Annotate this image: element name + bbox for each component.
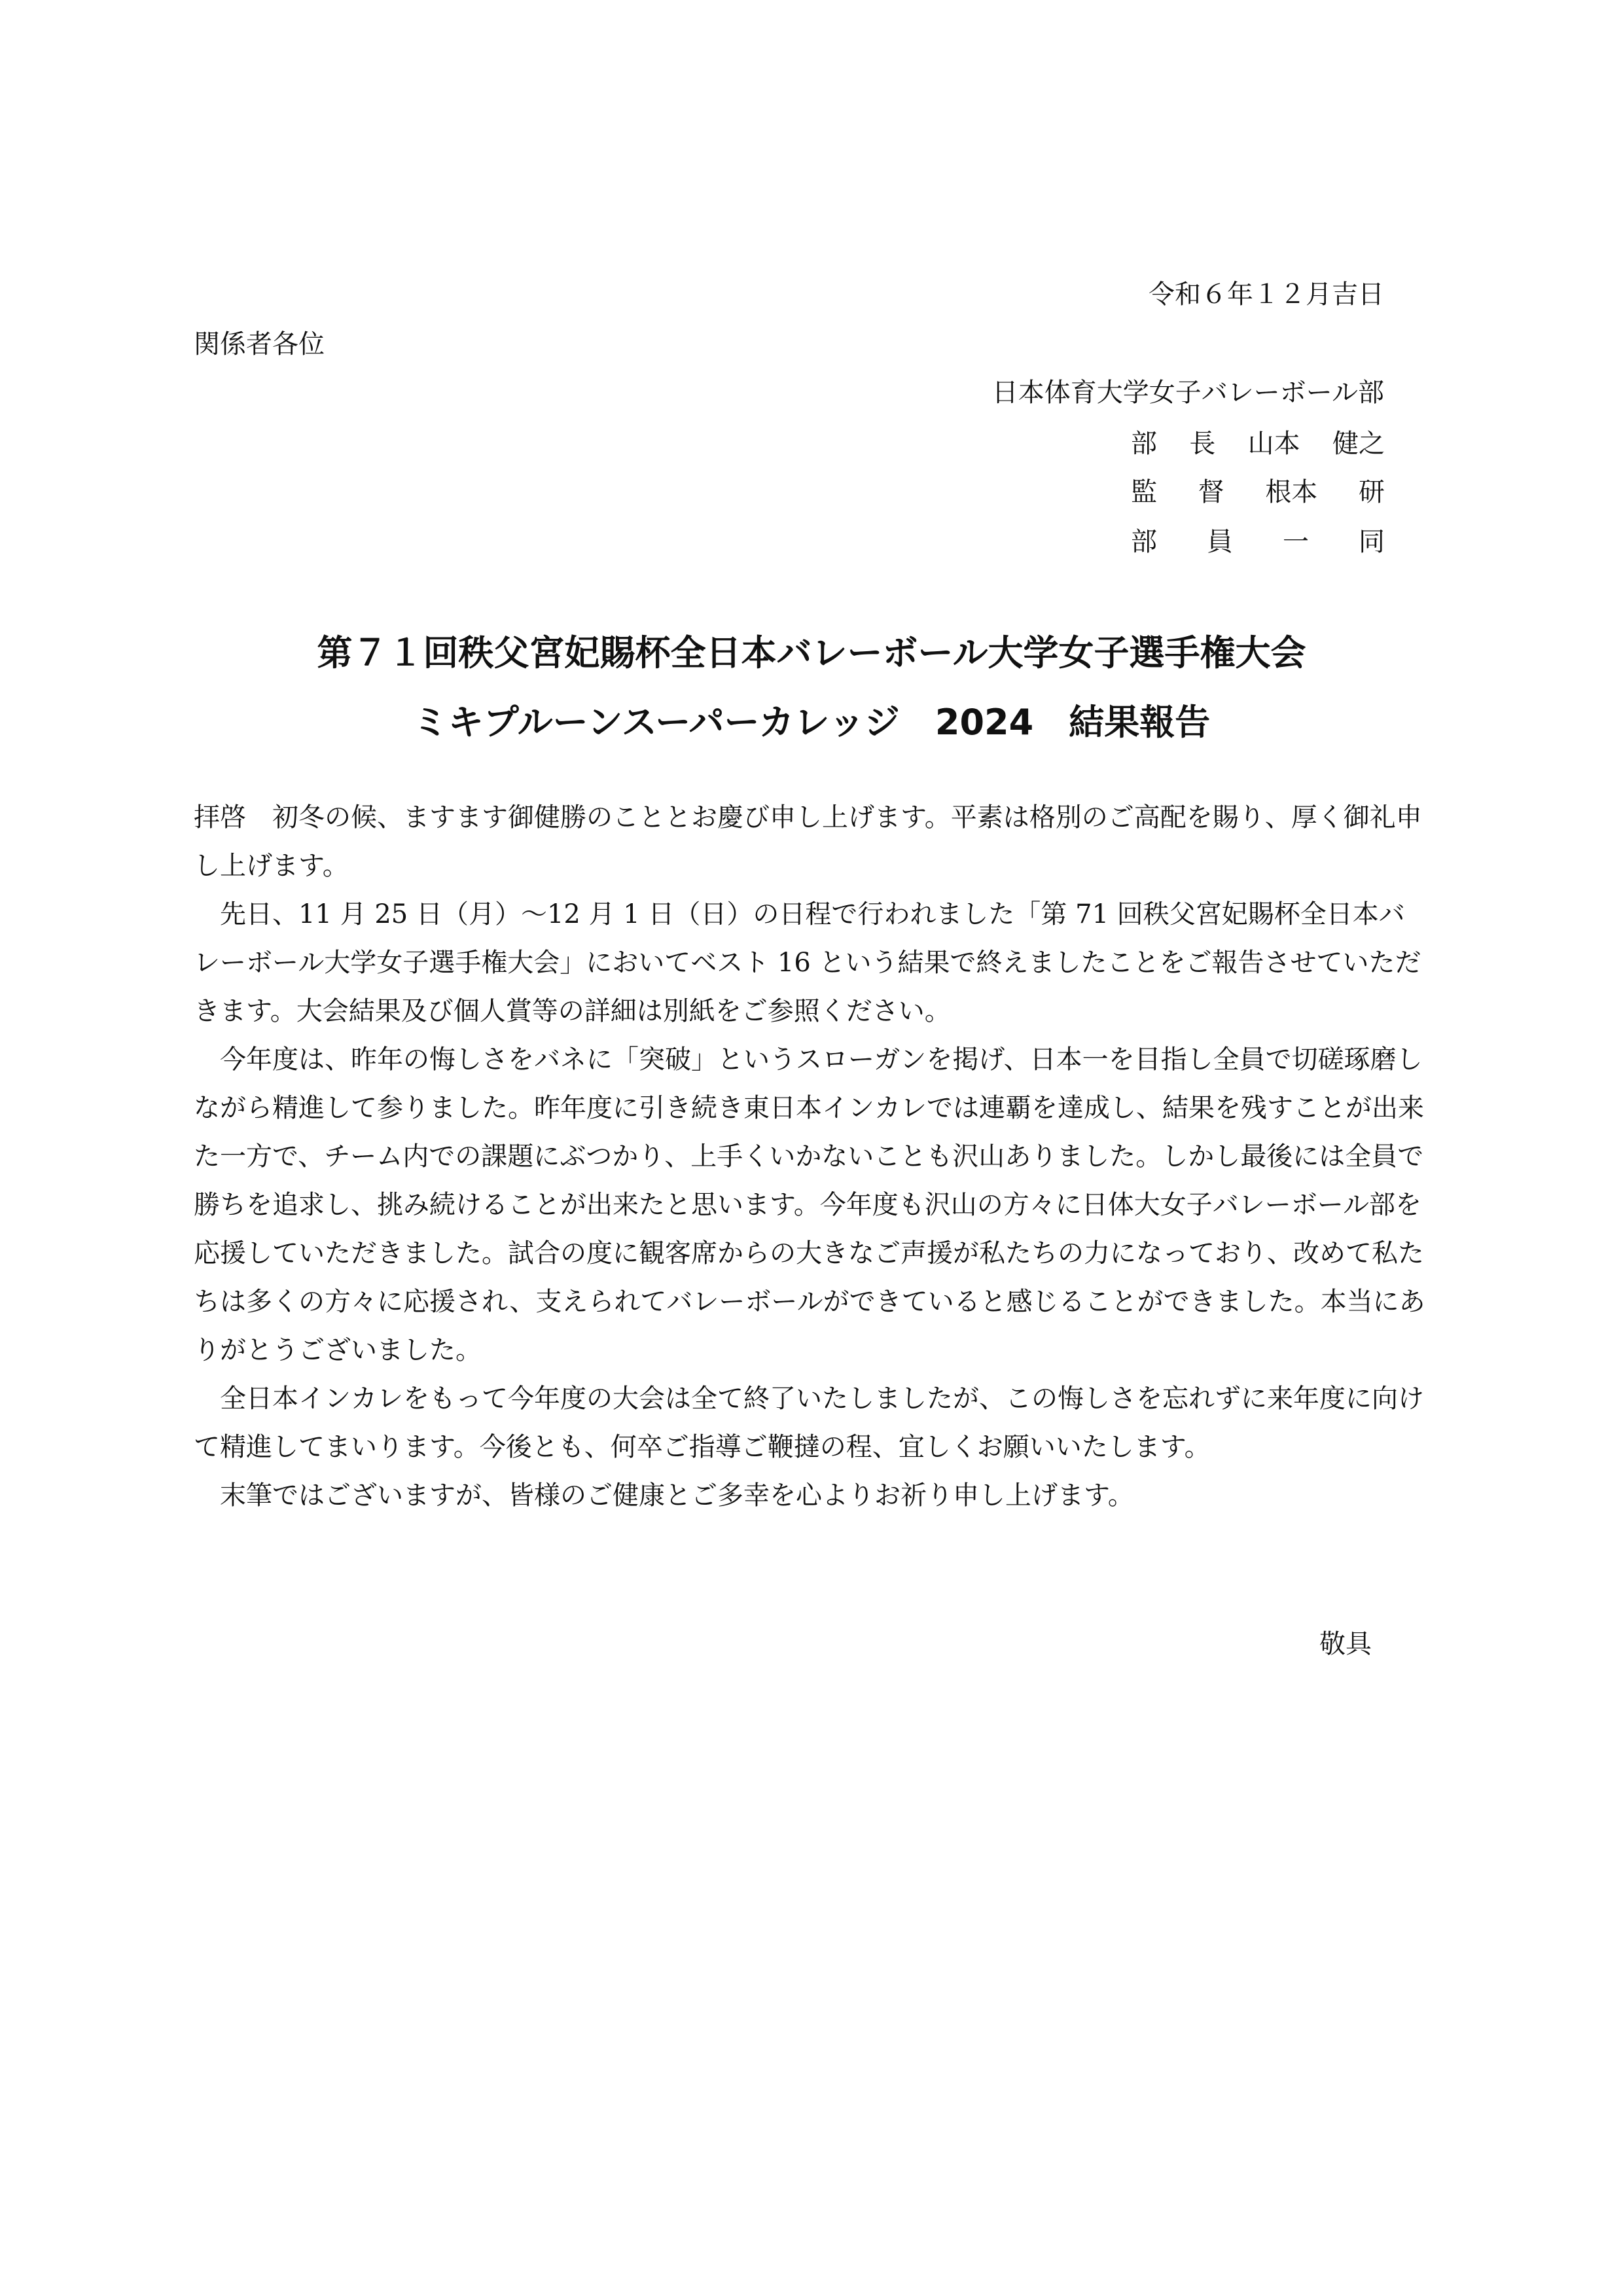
signatory-surname: 山本: [1247, 429, 1300, 459]
season-reflection-paragraph: 今年度は、昨年の悔しさをバネに「突破」というスローガンを掲げ、日本一を目指し全員で切磋琢磨しながら精進して参りました。昨年度に引き続き東日本インカレでは連覇を達成し、結果を残すことが出来た一方で、チーム内での課題にぶつかり、上手くいかないことも沢山ありました。しかし最後には全員で勝ちを追求し、挑み続けることが出来たと思います。今年度も沢山の方々に日体大女子バレーボール部を応援していただきました。試合の度に観客席からの大きなご声援が私たちの力になっており、改めて私たちは多くの方々に応援され、支えられてバレーボールができていると感じることができました。本当にありがとうございました。: [194, 1045, 1425, 1365]
signatory-given-name: 健之: [1332, 429, 1385, 459]
signatory-name-char: 一: [1283, 527, 1309, 557]
report-title-line-2: ミキプルーンスーパーカレッジ 2024 結果報告: [412, 702, 1211, 743]
closing-wishes-paragraph: 末筆ではございますが、皆様のご健康とご多幸を心よりお祈り申し上げます。: [220, 1480, 1134, 1511]
signatory-role-char: 部: [1131, 527, 1157, 557]
letter-body: [194, 793, 1429, 1520]
signatory-role-char: 監: [1131, 477, 1157, 507]
result-paragraph: 先日、11 月 25 日（月）〜12 月 1 日（日）の日程で行われました「第 71 回秩父宮妃賜杯全日本バレーボール大学女子選手権大会」においてベスト 16 という結果で終えましたことをご報告させていただきます。大会結果及び個人賞等の詳細は別紙をご参照ください。: [194, 899, 1421, 1026]
document-date: 令和６年１２月吉日: [1149, 279, 1384, 310]
recipient-line: 関係者各位: [194, 329, 325, 359]
signatory-given-name: 研: [1358, 477, 1385, 507]
signatory-role-char: 員: [1207, 527, 1233, 557]
signatory-members: [1131, 522, 1385, 562]
report-title-line-1: 第７１回秩父宮妃賜杯全日本バレーボール大学女子選手権大会: [317, 632, 1306, 673]
greeting-paragraph: 拝啓 初冬の候、ますます御健勝のこととお慶び申し上げます。平素は格別のご高配を賜り、厚く御礼申し上げます。: [194, 802, 1422, 881]
signatory-role-char: 部: [1131, 429, 1157, 459]
signatory-role-char: 長: [1189, 429, 1216, 459]
signatory-club-director: [1131, 424, 1385, 463]
future-commitment-paragraph: 全日本インカレをもって今年度の大会は全て終了いたしましたが、この悔しさを忘れずに来年度に向けて精進してまいります。今後とも、何卒ご指導ご鞭撻の程、宜しくお願いいたします。: [194, 1384, 1424, 1462]
signatory-name-char: 同: [1359, 527, 1385, 557]
sender-organization: 日本体育大学女子バレーボール部: [991, 378, 1384, 408]
signatory-role-char: 督: [1198, 477, 1224, 507]
closing-salutation: 敬具: [1319, 1629, 1372, 1659]
signatory-surname: 根本: [1265, 477, 1318, 507]
signatory-head-coach: [1131, 473, 1385, 512]
